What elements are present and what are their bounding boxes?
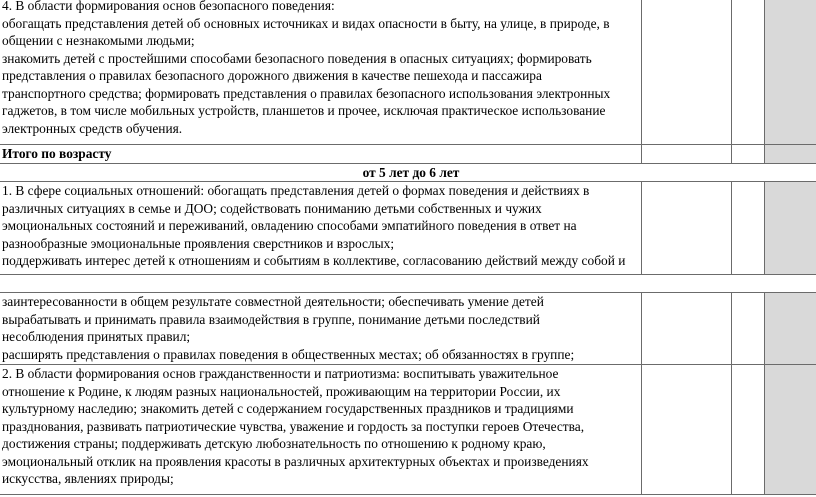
empty-cell [642,182,732,275]
shaded-cell [765,365,816,495]
text-line: эмоциональный отклик на проявления красоты в различных архитектурных объектах и произведениях [2,453,589,469]
text-line: гаджетов, в том числе мобильных устройств, планшетов и прочее, исключая практическое использование [2,103,606,118]
empty-cell [732,293,765,365]
text-line: 1. В сфере социальных отношений: обогащать представления детей о формах поведения и действиях в [2,183,590,198]
age-group-header [0,163,816,182]
shaded-cell [765,145,816,164]
total-cell [0,145,642,164]
text-line: отношение к Родине, к людям разных национальностей, проживающим на территории России, их [2,383,561,399]
text-line: эмоциональных состояний и переживаний, овладению способами эмпатийного поведения в ответ на [2,218,577,233]
table-row [0,0,816,145]
text-line: общении с незнакомыми людьми; [2,33,195,48]
empty-cell [642,145,732,164]
total-label: Итого по возрасту [2,146,112,161]
text-line: 4. В области формирования основ безопасного поведения: [2,0,335,13]
text-line: представления о правилах безопасного дорожного движения в качестве пешехода и пассажира [2,68,542,83]
table-row [0,365,816,495]
text-line: несоблюдения принятых правил; [2,329,191,344]
text-line: электронных средств обучения. [2,120,183,136]
text-line: достижения страны; поддерживать детскую любознательность по отношению к родному краю, [2,436,546,451]
social-section-cell [0,182,642,275]
text-line: знакомить детей с простейшими способами безопасного поведения в опасных ситуациях; формировать [2,50,592,66]
empty-cell [732,365,765,495]
text-line: празднования, развивать патриотические чувства, уважение и гордость за поступки героев Отечества, [2,418,585,434]
text-line: разнообразные эмоциональные проявления сверстников и взрослых; [2,235,395,251]
text-line: искусства, явлениях природы; [2,471,174,486]
empty-cell [642,0,732,145]
empty-cell [732,0,765,145]
text-line: 2. В области формирования основ гражданственности и патриотизма: воспитывать уважительное [2,366,559,381]
social-continuation-cell [0,293,642,365]
age-group-label: от 5 лет до 6 лет [362,164,460,180]
table-row [0,145,816,164]
empty-cell [732,182,765,275]
empty-cell [642,293,732,365]
text-line: поддерживать интерес детей к отношениям и событиям в коллективе, согласованию действий между собой и [2,253,626,268]
text-line: заинтересованности в общем результате совместной деятельности; обеспечивать умение детей [2,294,544,309]
text-line: вырабатывать и принимать правила взаимодействия в группе, понимание детьми последствий [2,311,540,327]
empty-cell [642,365,732,495]
table-row [0,163,816,182]
text-line: культурному наследию; знакомить детей с содержанием государственных праздников и традициями [2,401,574,416]
table-row [0,182,816,275]
text-line: транспортного средства; формировать представления о правилах безопасного использования электронных [2,85,611,101]
shaded-cell [765,293,816,365]
text-line: обогащать представления детей об основных источниках и видах опасности в быту, на улице, в природе, в [2,15,610,31]
text-line: расширять представления о правилах поведения в общественных местах; об обязанностях в группе; [2,346,575,362]
shaded-cell [765,182,816,275]
empty-cell [732,145,765,164]
citizenship-section-cell [0,365,642,495]
shaded-cell [765,0,816,145]
table-row [0,293,816,365]
text-line: различных ситуациях в семье и ДОО; содействовать пониманию детьми собственных и чужих [2,200,542,216]
page-break-gap [0,275,816,293]
safety-section-cell [0,0,642,145]
gap-cell [0,275,816,293]
